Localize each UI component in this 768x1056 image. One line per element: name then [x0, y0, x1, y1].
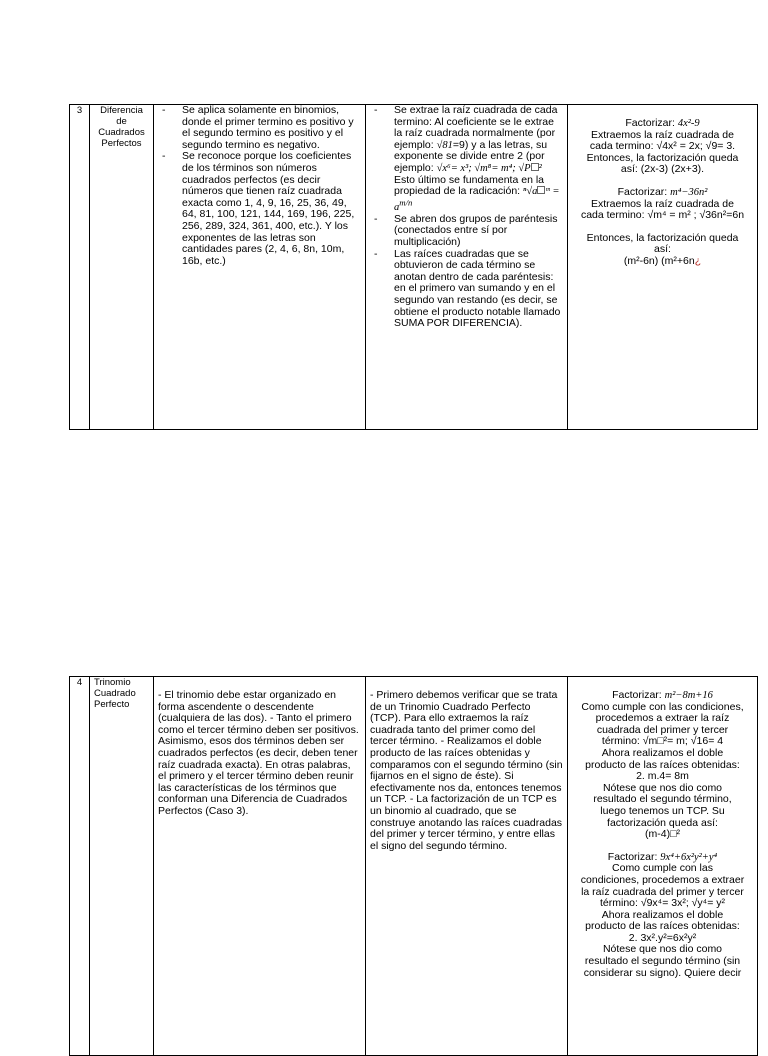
example-line: cuadrada del primer y tercer	[596, 723, 729, 736]
example-block	[568, 187, 757, 268]
example-result-tail: ¿	[694, 254, 702, 267]
example-line: procedemos a extraer la raíz	[595, 712, 730, 725]
example-line: término: √9x⁴= 3x²; √y⁴= y²	[599, 897, 725, 910]
example-line: condiciones, procedemos a extraer	[580, 873, 745, 886]
example-line: considerar su signo). Quiere decir	[583, 966, 742, 979]
proc-text: =9) y a las letras, su exponente se divide entre 2 (por ejemplo:	[394, 138, 548, 174]
example-line: resultado el segundo término (sin	[584, 955, 741, 968]
example-line: Como cumple con las	[612, 862, 713, 875]
example-line: término: √m□²= m; √16= 4	[601, 735, 724, 748]
example-line: 2. m.4= 8m	[636, 770, 689, 783]
caracteristicas-cell	[154, 677, 366, 1056]
radical-property: ⁿ√a ᵐ = $a^{m/n}$	[394, 186, 560, 214]
factorizar-label: Factorizar:	[612, 689, 662, 701]
example-line: Como cumple con las condiciones,	[581, 700, 744, 713]
example-line: producto de las raíces obtenidas:	[585, 920, 740, 933]
factorizar-label: Factorizar:	[607, 850, 658, 863]
case-name-line: Diferencia	[100, 105, 143, 116]
table-caso-4	[69, 676, 758, 1056]
example-line: producto de las raíces obtenidas:	[585, 758, 740, 771]
example-result: (m²-6n) (m²+6n	[623, 254, 695, 267]
case-number: 3	[70, 105, 90, 430]
case-name-line: de	[116, 116, 127, 127]
case-name-line: Perfecto	[94, 699, 130, 710]
example-line: cada termino: √m⁴ = m² ; √36n²=6n	[580, 209, 745, 222]
example-expression: 4x²-9	[677, 118, 700, 129]
list-item: - Se reconoce porque los coeficientes de los términos son números cuadrados perfectos (es decir números que tienen raíz cuadrada exacta como 1, 4, 9, 16, 25, 36, 49, 64, 81, 100, 121, 144, 169, 196, 225, 256, 289, 324, 361, 400, etc.). Y los exponentes de las letras son cantidades pares (2, 4, 6, 8n, 10m, 16b, etc.)	[154, 151, 361, 267]
example-line: Nótese que nos dio como	[602, 943, 723, 956]
example-line: resultado el segundo término,	[593, 793, 732, 806]
proc-text: Se extrae la raíz cuadrada de cada termino: Al coeficiente se le extrae la raíz cuadrada normalmente (por ejemplo:	[394, 104, 558, 151]
example-line: así:	[654, 243, 671, 256]
example-line: Entonces, la factorización queda	[586, 151, 739, 164]
example-expression: m²−8m+16	[664, 690, 713, 701]
factorizar-label: Factorizar:	[625, 117, 675, 129]
case-name-line: Cuadrado	[94, 688, 136, 699]
example-expression: m⁴−36n²	[670, 186, 708, 198]
procedimiento-text: - Primero debemos verificar que se trata de un Trinomio Cuadrado Perfecto (TCP). Para ello extraemos la raíz cuadrada tanto del primer como del tercer término. - Realizamos el doble producto de las raíces obtenidas y comparamos con el segundo término (sin fijarnos en el signo de éste). Si efectivamente nos da, entonces tenemos un TCP. - La factorización de un TCP es un binomio al cuadrado, que se construye anotando las raíces cuadradas del primer y tercer término, y entre ellas el signo del segundo término.	[370, 689, 563, 852]
list-item: - Las raíces cuadradas que se obtuvieron de cada término se anotan dentro de cada paréntesis: en el primero van sumando y en el segundo van restando (es decir, se obtiene el producto notable llamado SUMA POR DIFERENCIA).	[366, 249, 563, 330]
caracteristicas-cell	[154, 105, 366, 430]
example-line: Extraemos la raíz cuadrada de	[591, 128, 734, 141]
ejemplos-cell	[568, 105, 758, 430]
case-name-line: Trinomio	[94, 677, 131, 688]
example-block	[568, 690, 757, 841]
proc-text: Esto último se fundamenta en la propiedad de la radicación:	[394, 173, 545, 198]
case-number: 4	[70, 677, 90, 1056]
list-item: - Se abren dos grupos de paréntesis (conectados entre sí por multiplicación)	[366, 214, 563, 249]
table-caso-3	[69, 104, 758, 430]
example-line: Entonces, la factorización queda	[586, 231, 739, 244]
example-line: Nótese que nos dio como	[602, 781, 723, 794]
example-expression: 9x⁴+6x²y²+y⁴	[660, 851, 718, 863]
caracteristicas-list	[154, 105, 365, 267]
example-block	[568, 118, 757, 176]
example-line: Extraemos la raíz cuadrada de	[591, 197, 734, 210]
ejemplos-cell	[568, 677, 758, 1056]
example-line: cada termino: √4x² = 2x; √9= 3.	[589, 140, 736, 153]
example-line: luego tenemos un TCP. Su	[600, 804, 725, 817]
caracteristicas-text: - El trinomio debe estar organizado en forma ascendente o descendente (cualquiera de las dos). - Tanto el primero como el tercer término deben ser positivos. Asimismo, esos dos términos deben ser cuadrados perfectos (es decir, deben tener raíz cuadrada exacta). En otras palabras, el primero y el tercer término deben reunir las características de los términos que conforman una Diferencia de Cuadrados Perfectos (Caso 3).	[158, 689, 359, 817]
case-name	[90, 105, 154, 430]
example-line: Ahora realizamos el doble	[601, 908, 724, 921]
example-line: factorización queda así:	[607, 816, 718, 829]
procedimiento-cell	[366, 105, 568, 430]
list-item: - Se aplica solamente en binomios, donde el primer termino es positivo y el segundo termino es positivo y el segundo termino es negativo.	[154, 105, 361, 151]
case-name-line: Perfectos	[101, 138, 142, 149]
procedimiento-list	[366, 105, 567, 330]
sqrt-example: √x⁶= x³; √m⁸= m⁴; √P ²	[436, 162, 542, 174]
list-item	[366, 105, 563, 214]
example-block	[568, 852, 757, 980]
case-name-line: Cuadrados	[98, 127, 145, 138]
procedimiento-cell	[366, 677, 568, 1056]
case-name	[90, 677, 154, 1056]
factorizar-label: Factorizar:	[617, 185, 668, 198]
example-line: así: (2x-3) (2x+3).	[620, 163, 705, 176]
sqrt-example: √81	[436, 139, 453, 151]
example-line: (m-4)□²	[645, 828, 680, 841]
example-line: 2. 3x².y²=6x²y²	[628, 931, 697, 944]
example-line: la raíz cuadrada del primer y tercer	[581, 885, 744, 898]
example-line: Ahora realizamos el doble	[601, 746, 724, 759]
